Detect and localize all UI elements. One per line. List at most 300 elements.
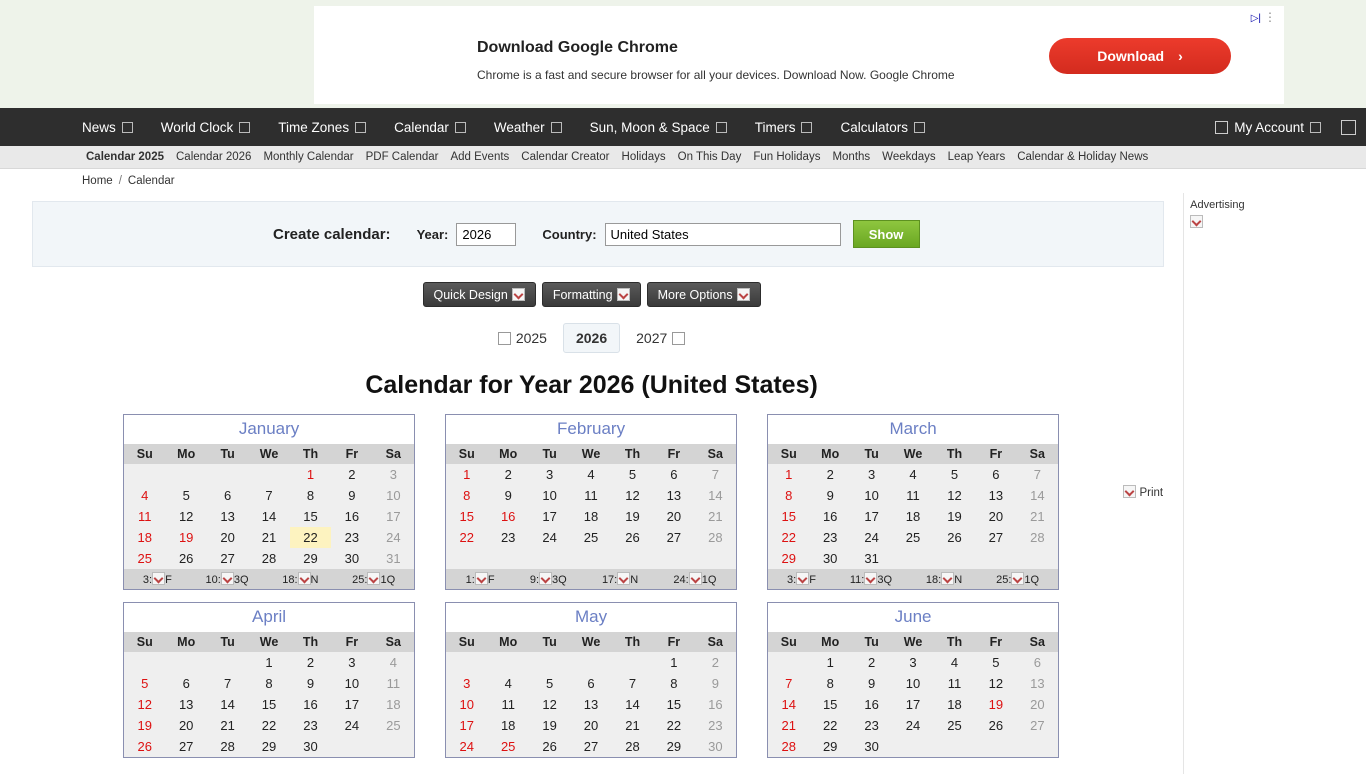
day-cell[interactable]: 1 xyxy=(809,652,850,673)
day-cell[interactable]: 8 xyxy=(248,673,289,694)
day-cell[interactable]: 1 xyxy=(653,652,694,673)
quick-design-button[interactable] xyxy=(423,282,536,307)
weekday-header: Mo xyxy=(487,444,528,464)
day-cell[interactable]: 20 xyxy=(570,715,611,736)
day-cell[interactable]: 11 xyxy=(934,673,975,694)
sidebar-ad-slot[interactable] xyxy=(1190,214,1360,774)
day-cell[interactable]: 30 xyxy=(331,548,372,569)
moon-phase-entry[interactable]: 24: 1Q xyxy=(673,574,717,586)
day-cell[interactable]: 12 xyxy=(934,485,975,506)
week-row xyxy=(446,548,736,569)
nav-item-my-account[interactable] xyxy=(1205,108,1331,146)
chevron-down-icon xyxy=(914,122,925,133)
day-cell[interactable]: 23 xyxy=(809,527,850,548)
day-cell[interactable]: 19 xyxy=(124,715,165,736)
day-cell[interactable]: 20 xyxy=(653,506,694,527)
day-cell[interactable]: 3 xyxy=(529,464,570,485)
moon-phase-entry[interactable]: 11: 3Q xyxy=(849,574,893,586)
day-cell[interactable]: 4 xyxy=(892,464,933,485)
day-cell[interactable]: 2 xyxy=(809,464,850,485)
day-cell[interactable]: 10 xyxy=(373,485,414,506)
day-cell[interactable]: 17 xyxy=(892,694,933,715)
subnav-item-monthly-calendar[interactable]: Monthly Calendar xyxy=(263,151,354,163)
day-cell xyxy=(1017,548,1058,569)
moon-phase-entry[interactable]: 18: N xyxy=(925,574,963,586)
nav-label: My Account xyxy=(1234,119,1304,135)
day-cell[interactable]: 19 xyxy=(934,506,975,527)
day-cell[interactable]: 25 xyxy=(570,527,611,548)
subnav-item-calendar-2025[interactable]: Calendar 2025 xyxy=(86,151,164,163)
calendar-subnav xyxy=(0,146,1366,169)
day-cell[interactable]: 13 xyxy=(975,485,1016,506)
day-cell[interactable]: 14 xyxy=(612,694,653,715)
moon-phase-entry[interactable]: 10: 3Q xyxy=(205,574,249,586)
day-cell[interactable]: 13 xyxy=(653,485,694,506)
subnav-item-holidays[interactable]: Holidays xyxy=(621,151,666,163)
nav-item-weather[interactable] xyxy=(480,108,576,146)
day-cell[interactable]: 19 xyxy=(612,506,653,527)
day-cell[interactable]: 26 xyxy=(934,527,975,548)
day-cell[interactable]: 12 xyxy=(975,673,1016,694)
weekday-header: Fr xyxy=(653,444,694,464)
day-cell[interactable]: 8 xyxy=(446,485,487,506)
day-cell[interactable]: 23 xyxy=(487,527,528,548)
subnav-item-calendar-2026[interactable]: Calendar 2026 xyxy=(176,151,252,163)
day-cell[interactable]: 7 xyxy=(768,673,809,694)
year-tab-current[interactable] xyxy=(563,323,620,353)
day-cell[interactable]: 3 xyxy=(446,673,487,694)
top-ad-banner xyxy=(0,0,1366,108)
day-cell xyxy=(570,548,611,569)
moon-phase-entry[interactable]: 9: 3Q xyxy=(529,574,567,586)
day-cell[interactable]: 24 xyxy=(892,715,933,736)
day-cell[interactable]: 6 xyxy=(975,464,1016,485)
weekday-header: Mo xyxy=(809,444,850,464)
day-cell[interactable]: 15 xyxy=(653,694,694,715)
day-cell[interactable]: 12 xyxy=(529,694,570,715)
day-cell[interactable]: 29 xyxy=(809,736,850,757)
day-cell[interactable]: 18 xyxy=(487,715,528,736)
week-row xyxy=(768,527,1058,548)
day-cell[interactable]: 10 xyxy=(851,485,892,506)
moon-icon xyxy=(941,572,954,585)
day-cell[interactable]: 28 xyxy=(1017,527,1058,548)
nav-item-sun-moon-space[interactable] xyxy=(576,108,741,146)
kebab-menu-icon[interactable]: ⋮ xyxy=(1264,10,1276,24)
day-cell[interactable]: 28 xyxy=(695,527,736,548)
country-input[interactable] xyxy=(605,223,841,246)
day-cell[interactable]: 3 xyxy=(331,652,372,673)
day-cell[interactable]: 5 xyxy=(124,673,165,694)
day-cell[interactable]: 7 xyxy=(207,673,248,694)
subnav-item-add-events[interactable]: Add Events xyxy=(450,151,510,163)
weekday-header: Fr xyxy=(975,632,1016,652)
ad-choices-icon[interactable]: ▷| xyxy=(1250,13,1261,24)
month-calendar xyxy=(123,602,415,758)
day-cell xyxy=(165,464,206,485)
day-cell[interactable]: 16 xyxy=(695,694,736,715)
day-cell[interactable]: 24 xyxy=(446,736,487,757)
day-cell[interactable]: 11 xyxy=(124,506,165,527)
nav-item-search[interactable] xyxy=(1331,108,1366,146)
day-cell[interactable]: 16 xyxy=(851,694,892,715)
day-cell[interactable]: 10 xyxy=(529,485,570,506)
day-cell[interactable]: 9 xyxy=(809,485,850,506)
day-cell[interactable]: 8 xyxy=(768,485,809,506)
day-cell[interactable]: 29 xyxy=(248,736,289,757)
day-cell[interactable]: 4 xyxy=(373,652,414,673)
create-calendar-label: Create calendar: xyxy=(273,225,391,243)
day-cell[interactable]: 28 xyxy=(612,736,653,757)
day-cell xyxy=(248,464,289,485)
subnav-item-pdf-calendar[interactable]: PDF Calendar xyxy=(365,151,439,163)
nav-item-time-zones[interactable] xyxy=(264,108,380,146)
day-cell[interactable]: 1 xyxy=(446,464,487,485)
day-cell[interactable]: 23 xyxy=(331,527,372,548)
day-cell[interactable]: 31 xyxy=(373,548,414,569)
day-cell[interactable]: 9 xyxy=(487,485,528,506)
day-cell[interactable]: 10 xyxy=(892,673,933,694)
day-cell[interactable]: 9 xyxy=(331,485,372,506)
day-cell[interactable]: 18 xyxy=(570,506,611,527)
day-cell[interactable]: 21 xyxy=(248,527,289,548)
day-cell[interactable]: 1 xyxy=(290,464,331,485)
day-cell[interactable]: 4 xyxy=(570,464,611,485)
day-cell xyxy=(124,652,165,673)
month-name[interactable]: February xyxy=(557,419,626,438)
day-cell[interactable]: 30 xyxy=(290,736,331,757)
subnav-item-weekdays[interactable]: Weekdays xyxy=(882,151,936,163)
day-cell[interactable]: 17 xyxy=(373,506,414,527)
day-cell[interactable]: 6 xyxy=(570,673,611,694)
day-cell[interactable]: 28 xyxy=(768,736,809,757)
year-tab-previous[interactable] xyxy=(486,324,559,352)
create-calendar-form xyxy=(32,201,1164,267)
day-cell[interactable]: 25 xyxy=(124,548,165,569)
day-cell[interactable]: 17 xyxy=(331,694,372,715)
day-cell[interactable]: 24 xyxy=(373,527,414,548)
day-cell[interactable]: 15 xyxy=(290,506,331,527)
page-body xyxy=(0,193,1366,774)
subnav-item-leap-years[interactable]: Leap Years xyxy=(947,151,1006,163)
week-row xyxy=(446,715,736,736)
month-name[interactable]: June xyxy=(894,607,932,626)
week-row xyxy=(124,652,414,673)
day-cell[interactable]: 27 xyxy=(653,527,694,548)
day-cell[interactable]: 4 xyxy=(487,673,528,694)
day-cell[interactable]: 16 xyxy=(331,506,372,527)
subnav-item-calendar-creator[interactable]: Calendar Creator xyxy=(521,151,610,163)
weekday-header: Su xyxy=(124,444,165,464)
ad-button-label: Download xyxy=(1097,48,1165,64)
day-cell[interactable]: 29 xyxy=(290,548,331,569)
day-cell[interactable]: 30 xyxy=(695,736,736,757)
week-row xyxy=(124,548,414,569)
day-cell[interactable]: 27 xyxy=(1017,715,1058,736)
nav-item-calendar[interactable] xyxy=(380,108,480,146)
day-cell[interactable]: 13 xyxy=(165,694,206,715)
day-cell[interactable]: 22 xyxy=(768,527,809,548)
day-cell[interactable]: 23 xyxy=(695,715,736,736)
week-row xyxy=(446,464,736,485)
day-cell[interactable]: 16 xyxy=(290,694,331,715)
day-cell[interactable]: 7 xyxy=(612,673,653,694)
day-cell[interactable]: 22 xyxy=(809,715,850,736)
day-cell[interactable]: 19 xyxy=(165,527,206,548)
moon-phase-entry[interactable]: 3: F xyxy=(142,574,172,586)
day-cell xyxy=(529,652,570,673)
day-cell[interactable]: 24 xyxy=(851,527,892,548)
day-cell xyxy=(1017,736,1058,757)
subnav-item-months[interactable]: Months xyxy=(832,151,871,163)
day-cell[interactable]: 14 xyxy=(695,485,736,506)
day-cell[interactable]: 1 xyxy=(768,464,809,485)
weekday-header: We xyxy=(570,632,611,652)
day-cell[interactable]: 11 xyxy=(892,485,933,506)
day-cell[interactable]: 13 xyxy=(207,506,248,527)
search-icon xyxy=(1341,120,1356,135)
weekday-header: We xyxy=(248,632,289,652)
day-cell[interactable]: 27 xyxy=(165,736,206,757)
day-cell[interactable]: 26 xyxy=(165,548,206,569)
day-cell[interactable]: 13 xyxy=(570,694,611,715)
day-cell[interactable]: 14 xyxy=(207,694,248,715)
day-cell[interactable]: 21 xyxy=(1017,506,1058,527)
day-cell[interactable]: 20 xyxy=(975,506,1016,527)
day-cell[interactable]: 1 xyxy=(248,652,289,673)
week-row xyxy=(124,715,414,736)
month-name[interactable]: January xyxy=(238,419,300,438)
weekday-header: We xyxy=(892,444,933,464)
ad-download-button[interactable] xyxy=(1049,38,1231,74)
moon-phase-entry[interactable]: 3: F xyxy=(787,574,816,586)
day-cell[interactable]: 18 xyxy=(934,694,975,715)
moon-phase-entry[interactable]: 17: N xyxy=(601,574,639,586)
day-cell[interactable]: 29 xyxy=(768,548,809,569)
week-row xyxy=(124,694,414,715)
day-cell[interactable]: 19 xyxy=(975,694,1016,715)
day-cell[interactable]: 18 xyxy=(892,506,933,527)
nav-item-news[interactable] xyxy=(68,108,147,146)
day-cell[interactable]: 6 xyxy=(1017,652,1058,673)
day-cell[interactable]: 20 xyxy=(165,715,206,736)
day-cell[interactable]: 27 xyxy=(975,527,1016,548)
day-cell[interactable]: 16 xyxy=(809,506,850,527)
day-cell[interactable]: 5 xyxy=(612,464,653,485)
day-cell[interactable]: 2 xyxy=(695,652,736,673)
month-calendar xyxy=(123,414,415,590)
day-cell[interactable]: 11 xyxy=(570,485,611,506)
month-name[interactable]: April xyxy=(252,607,287,626)
day-cell[interactable]: 25 xyxy=(934,715,975,736)
nav-label: News xyxy=(82,119,116,135)
day-cell[interactable]: 26 xyxy=(612,527,653,548)
day-cell[interactable]: 6 xyxy=(165,673,206,694)
button-label: Formatting xyxy=(552,287,613,302)
nav-item-calculators[interactable] xyxy=(826,108,939,146)
day-cell[interactable]: 14 xyxy=(768,694,809,715)
day-cell[interactable]: 11 xyxy=(487,694,528,715)
day-cell[interactable]: 20 xyxy=(1017,694,1058,715)
day-cell[interactable]: 14 xyxy=(248,506,289,527)
moon-phase-entry[interactable]: 1: F xyxy=(465,574,495,586)
day-cell[interactable]: 2 xyxy=(851,652,892,673)
day-cell[interactable]: 22 xyxy=(290,527,331,548)
subnav-item-fun-holidays[interactable]: Fun Holidays xyxy=(753,151,821,163)
day-cell[interactable]: 15 xyxy=(768,506,809,527)
year-input[interactable] xyxy=(456,223,516,246)
day-cell[interactable]: 16 xyxy=(487,506,528,527)
user-icon xyxy=(1215,121,1228,134)
day-cell[interactable]: 3 xyxy=(373,464,414,485)
day-cell[interactable]: 30 xyxy=(809,548,850,569)
nav-right-group xyxy=(1137,108,1366,146)
nav-item-world-clock[interactable] xyxy=(147,108,265,146)
day-cell[interactable]: 5 xyxy=(975,652,1016,673)
day-cell[interactable]: 19 xyxy=(529,715,570,736)
day-cell[interactable]: 6 xyxy=(207,485,248,506)
breadcrumb xyxy=(0,169,1366,193)
subnav-item-calendar-holiday-news[interactable]: Calendar & Holiday News xyxy=(1017,151,1149,163)
day-cell[interactable]: 23 xyxy=(851,715,892,736)
chevron-down-icon xyxy=(801,122,812,133)
day-cell[interactable]: 8 xyxy=(809,673,850,694)
day-cell[interactable]: 9 xyxy=(290,673,331,694)
day-cell[interactable]: 9 xyxy=(851,673,892,694)
week-row xyxy=(768,736,1058,757)
day-cell[interactable]: 2 xyxy=(487,464,528,485)
day-cell xyxy=(570,652,611,673)
moon-icon xyxy=(796,572,809,585)
day-cell[interactable]: 27 xyxy=(570,736,611,757)
day-cell[interactable]: 17 xyxy=(851,506,892,527)
day-cell[interactable]: 2 xyxy=(290,652,331,673)
day-cell[interactable]: 31 xyxy=(851,548,892,569)
day-cell[interactable]: 30 xyxy=(851,736,892,757)
day-cell[interactable]: 21 xyxy=(207,715,248,736)
show-button[interactable]: Show xyxy=(853,220,920,248)
day-cell[interactable]: 2 xyxy=(331,464,372,485)
day-cell[interactable]: 25 xyxy=(373,715,414,736)
day-cell xyxy=(165,652,206,673)
print-button[interactable] xyxy=(1123,485,1163,499)
day-cell[interactable]: 29 xyxy=(653,736,694,757)
day-cell[interactable]: 10 xyxy=(446,694,487,715)
month-name[interactable]: May xyxy=(575,607,608,626)
formatting-button[interactable] xyxy=(542,282,641,307)
day-cell[interactable]: 28 xyxy=(248,548,289,569)
month-name[interactable]: March xyxy=(889,419,937,438)
breadcrumb-home[interactable]: Home xyxy=(82,175,113,187)
day-cell[interactable]: 18 xyxy=(373,694,414,715)
weekday-header: Tu xyxy=(529,444,570,464)
day-cell[interactable]: 22 xyxy=(248,715,289,736)
month-table xyxy=(124,444,414,569)
weekday-header: Tu xyxy=(851,444,892,464)
weekday-header: Mo xyxy=(165,444,206,464)
day-cell[interactable]: 7 xyxy=(1017,464,1058,485)
month-table xyxy=(446,632,736,757)
day-cell[interactable]: 15 xyxy=(809,694,850,715)
day-cell[interactable]: 20 xyxy=(207,527,248,548)
day-cell[interactable]: 12 xyxy=(165,506,206,527)
day-cell[interactable]: 21 xyxy=(768,715,809,736)
day-cell[interactable]: 5 xyxy=(165,485,206,506)
day-cell[interactable]: 3 xyxy=(851,464,892,485)
day-cell[interactable]: 7 xyxy=(248,485,289,506)
day-cell[interactable]: 26 xyxy=(529,736,570,757)
day-cell[interactable]: 26 xyxy=(124,736,165,757)
moon-icon xyxy=(1011,572,1024,585)
ad-content[interactable] xyxy=(314,6,1284,104)
moon-phase-entry[interactable]: 25: 1Q xyxy=(352,574,396,586)
day-cell[interactable]: 17 xyxy=(529,506,570,527)
day-cell[interactable]: 11 xyxy=(373,673,414,694)
day-cell[interactable]: 27 xyxy=(207,548,248,569)
day-cell[interactable]: 15 xyxy=(446,506,487,527)
moon-phase-entry[interactable]: 25: 1Q xyxy=(996,574,1040,586)
day-cell[interactable]: 25 xyxy=(487,736,528,757)
day-cell[interactable]: 25 xyxy=(892,527,933,548)
day-cell[interactable]: 5 xyxy=(529,673,570,694)
day-cell[interactable]: 4 xyxy=(124,485,165,506)
day-cell[interactable]: 4 xyxy=(934,652,975,673)
more-options-button[interactable] xyxy=(647,282,761,307)
day-cell[interactable]: 12 xyxy=(124,694,165,715)
day-cell[interactable]: 24 xyxy=(331,715,372,736)
year-label: 2027 xyxy=(636,330,668,346)
subnav-item-on-this-day[interactable]: On This Day xyxy=(677,151,742,163)
breadcrumb-separator: / xyxy=(118,175,122,187)
day-cell[interactable]: 3 xyxy=(892,652,933,673)
day-cell xyxy=(975,548,1016,569)
weekday-header: We xyxy=(570,444,611,464)
day-cell[interactable]: 10 xyxy=(331,673,372,694)
day-cell[interactable]: 12 xyxy=(612,485,653,506)
weekday-header: Su xyxy=(446,632,487,652)
day-cell[interactable]: 28 xyxy=(207,736,248,757)
day-cell[interactable]: 6 xyxy=(653,464,694,485)
moon-phase-entry[interactable]: 18: N xyxy=(282,574,319,586)
month-calendar xyxy=(767,414,1059,590)
day-cell xyxy=(446,548,487,569)
day-cell[interactable]: 22 xyxy=(653,715,694,736)
day-cell[interactable]: 9 xyxy=(695,673,736,694)
day-cell[interactable]: 5 xyxy=(934,464,975,485)
day-cell[interactable]: 21 xyxy=(612,715,653,736)
day-cell[interactable]: 18 xyxy=(124,527,165,548)
day-cell[interactable]: 24 xyxy=(529,527,570,548)
day-cell[interactable]: 23 xyxy=(290,715,331,736)
nav-item-timers[interactable] xyxy=(741,108,827,146)
day-cell[interactable]: 22 xyxy=(446,527,487,548)
day-cell[interactable]: 17 xyxy=(446,715,487,736)
year-label: 2025 xyxy=(515,330,547,346)
day-cell[interactable]: 8 xyxy=(653,673,694,694)
chevron-down-icon xyxy=(716,122,727,133)
day-cell[interactable]: 7 xyxy=(695,464,736,485)
day-cell[interactable]: 15 xyxy=(248,694,289,715)
day-cell[interactable]: 26 xyxy=(975,715,1016,736)
week-row xyxy=(124,527,414,548)
day-cell[interactable]: 13 xyxy=(1017,673,1058,694)
week-row xyxy=(446,673,736,694)
day-cell[interactable]: 21 xyxy=(695,506,736,527)
day-cell[interactable]: 14 xyxy=(1017,485,1058,506)
day-cell[interactable]: 8 xyxy=(290,485,331,506)
year-tab-next[interactable] xyxy=(624,324,697,352)
nav-label: Time Zones xyxy=(278,119,350,135)
